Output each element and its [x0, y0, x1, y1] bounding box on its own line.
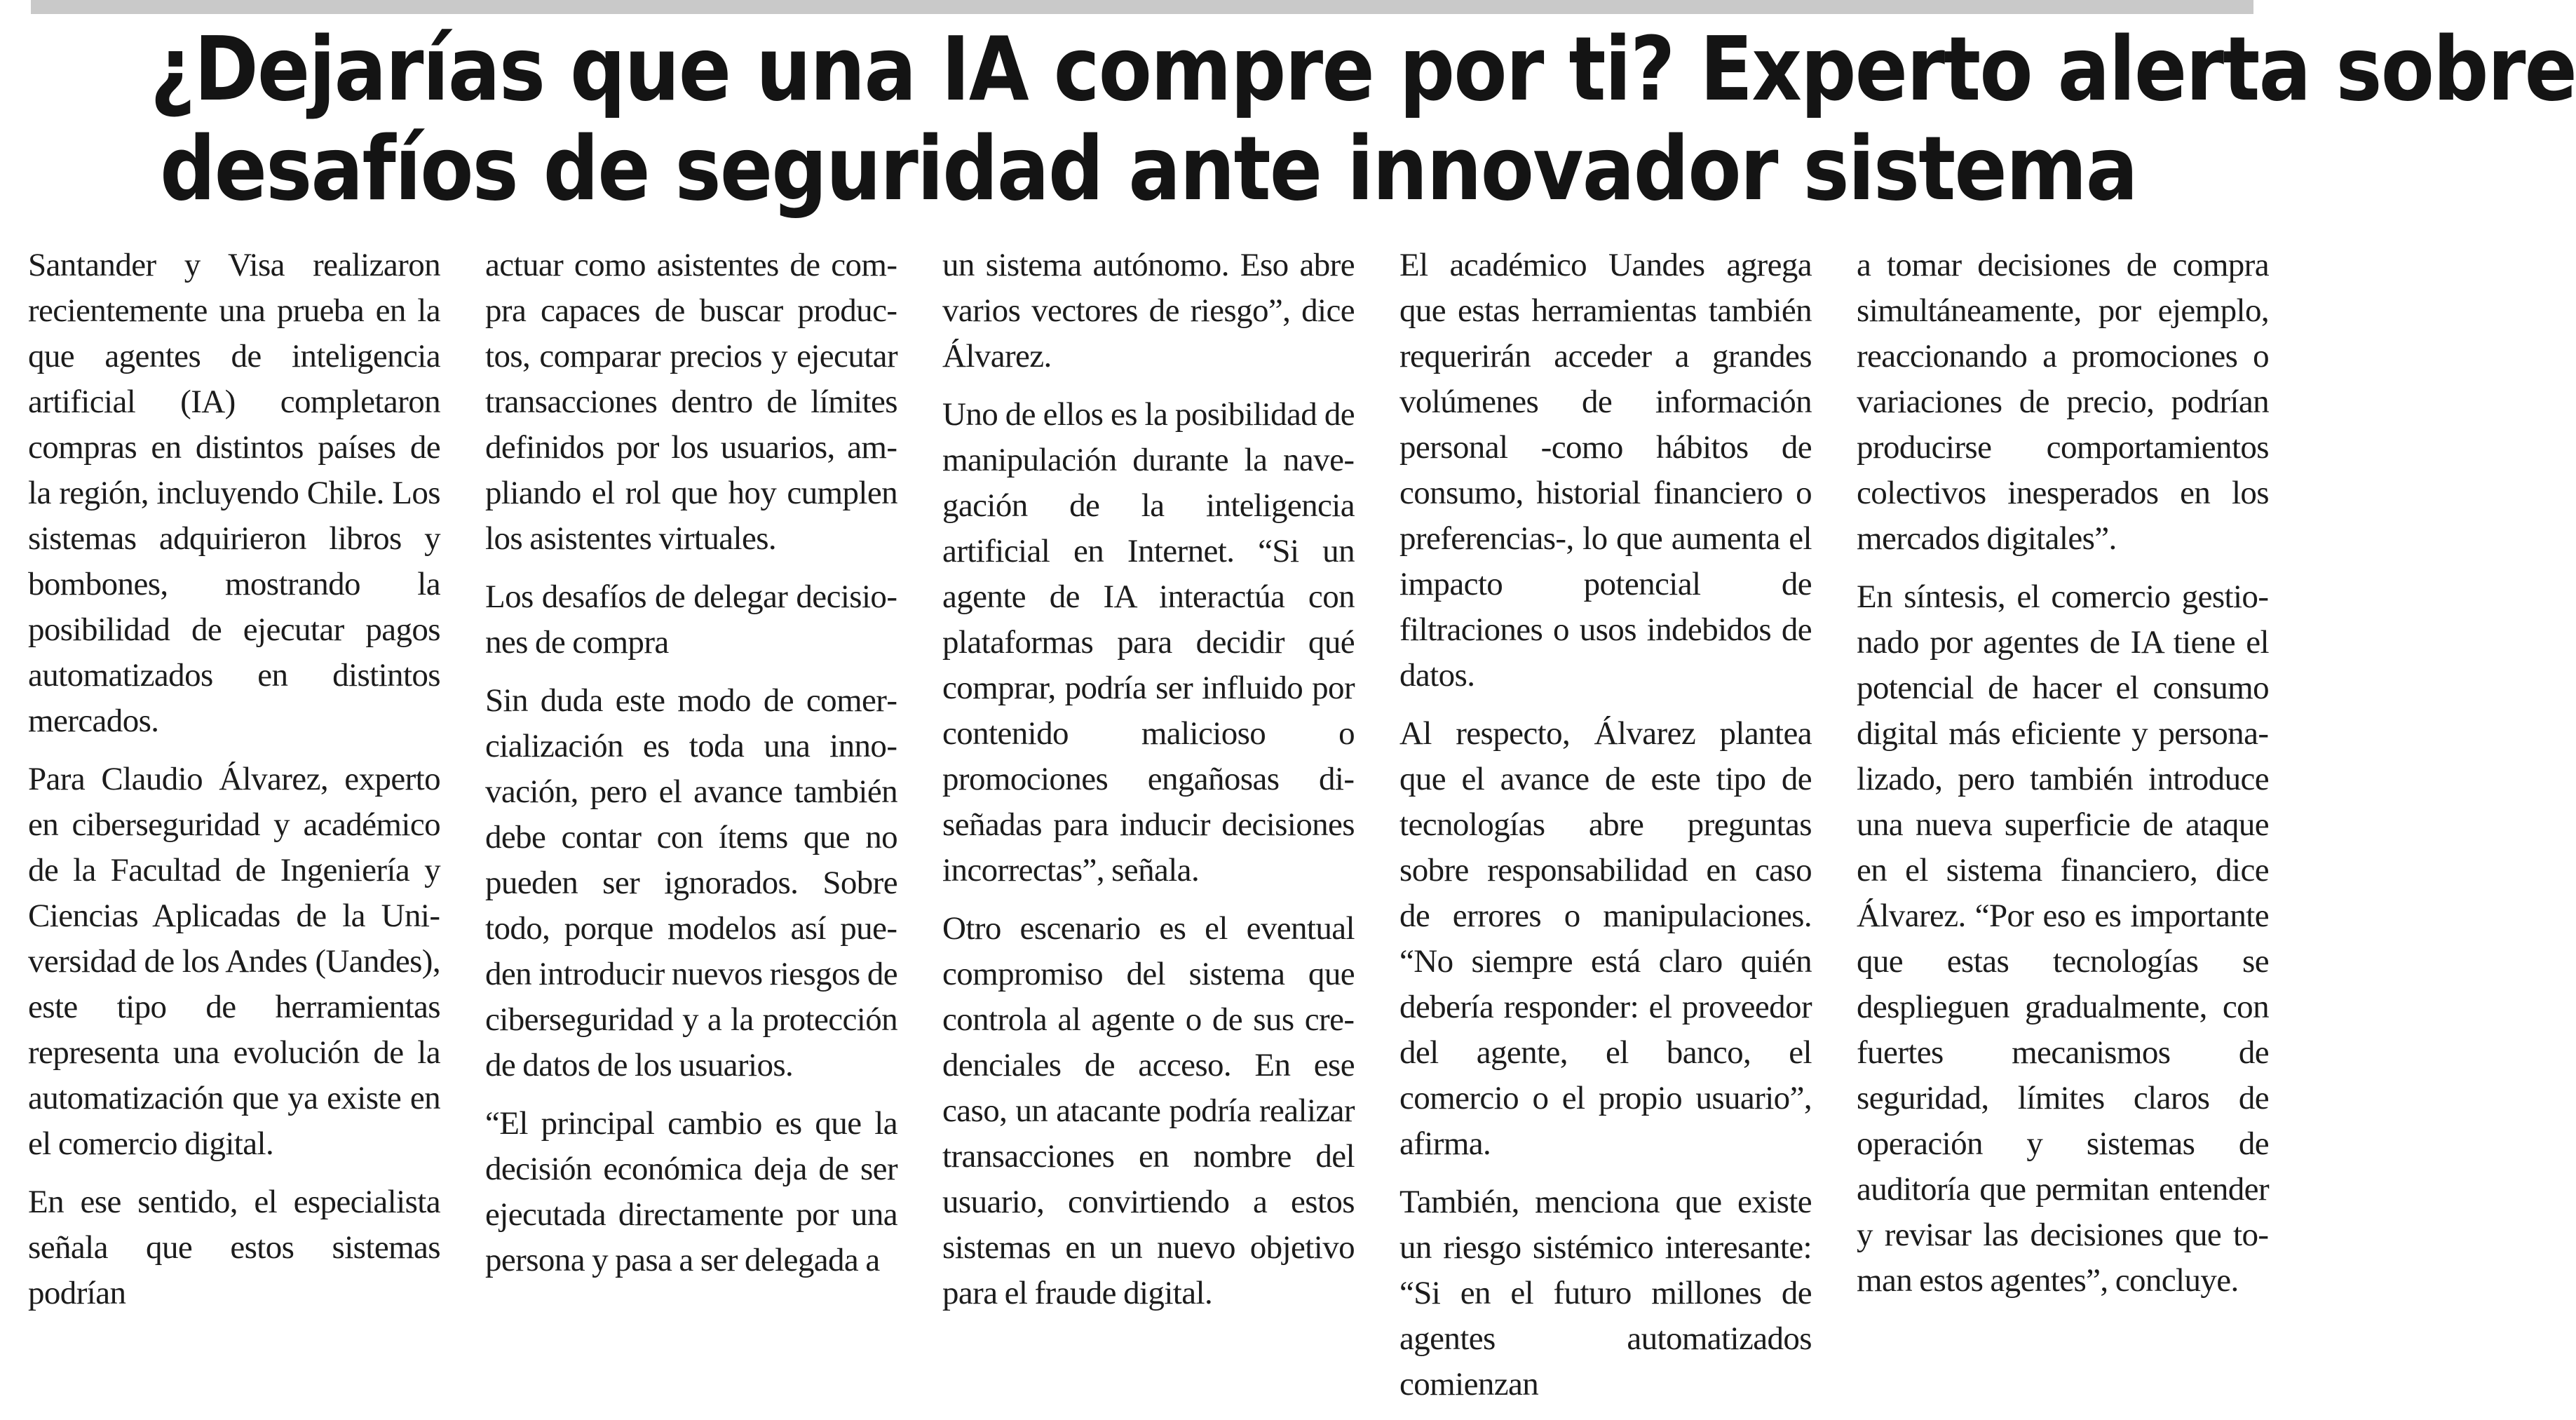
paragraph: El académico Uandes agrega que estas herramientas también requerirán acceder a grandes volúmenes de información personal -como hábitos de consumo, historial financiero o preferencias-, lo que aumenta el impacto potencial de filtraciones o usos indebidos de datos. — [1399, 247, 1812, 694]
column-2 — [485, 243, 897, 1420]
paragraph: Otro escenario es el eventual compromiso del sistema que controla al agente o de sus credenciales de acceso. En ese caso, un atacante podría realizar transacciones en nombre del usuario, convirtiendo a estos sistemas en un nuevo objetivo para el fraude digital. — [942, 910, 1355, 1311]
headline-line-1: ¿Dejarías que una IA compre por ti? Experto alerta sobre — [150, 18, 2576, 121]
top-rule — [31, 0, 2253, 14]
column-5 — [1857, 243, 2269, 1420]
headline-line-2: desafíos de seguridad ante innovador sistema — [160, 117, 2137, 220]
paragraph: a tomar decisiones de compra simultáneamente, por ejemplo, reaccionando a promociones o variaciones de precio, podrían producirse comportamientos colectivos inesperados en los mercados digitales”. — [1857, 247, 2269, 557]
paragraph: Uno de ellos es la posibilidad de manipulación durante la navegación de la inteligencia artificial en Internet. “Si un agente de IA interactúa con plataformas para decidir qué comprar, podría ser influido por contenido malicioso o promociones engañosas diseñadas para inducir decisiones incorrectas”, señala. — [942, 396, 1355, 888]
paragraph: Para Claudio Álvarez, experto en ciberseguridad y académico de la Facultad de Ingeniería y Ciencias Aplicadas de la Universidad de los Andes (Uandes), este tipo de herramientas representa una evolución de la automatización que ya existe en el comercio digital. — [28, 761, 440, 1162]
headline — [150, 18, 2576, 220]
column-4 — [1399, 243, 1812, 1420]
paragraph: un sistema autónomo. Eso abre varios vectores de riesgo”, dice Álvarez. — [942, 247, 1355, 374]
paragraph: “El principal cambio es que la decisión económica deja de ser ejecutada directamente por una persona y pasa a ser delegada a — [485, 1105, 897, 1278]
column-3 — [942, 243, 1355, 1420]
paragraph: Sin duda este modo de comercialización es toda una innovación, pero el avance también debe contar con ítems que no pueden ser ignorados. Sobre todo, porque modelos así pueden introducir nuevos riesgos de ciberseguridad y a la protección de datos de los usuarios. — [485, 682, 897, 1083]
article-body — [28, 243, 2269, 1402]
paragraph: En ese sentido, el especialista señala que estos sistemas podrían — [28, 1184, 440, 1311]
paragraph: Al respecto, Álvarez plantea que el avance de este tipo de tecnologías abre preguntas sobre responsabilidad en caso de errores o manipulaciones. “No siempre está claro quién debería responder: el proveedor del agente, el banco, el comercio o el propio usuario”, afirma. — [1399, 715, 1812, 1162]
paragraph: También, menciona que existe un riesgo sistémico interesante: “Si en el futuro millones de agentes automatizados comienzan — [1399, 1184, 1812, 1402]
paragraph: actuar como asistentes de compra capaces de buscar productos, comparar precios y ejecutar transacciones dentro de límites definidos por los usuarios, ampliando el rol que hoy cumplen los asistentes virtuales. — [485, 247, 897, 557]
column-1 — [28, 243, 440, 1420]
paragraph: Santander y Visa realizaron recientemente una prueba en la que agentes de inteligencia artificial (IA) completaron compras en distintos países de la región, incluyendo Chile. Los sistemas adquirieron libros y bombones, mostrando la posibilidad de ejecutar pagos automatizados en distintos mercados. — [28, 247, 440, 739]
subheading: Los desafíos de delegar decisiones de compra — [485, 579, 897, 661]
paragraph: En síntesis, el comercio gestionado por agentes de IA tiene el potencial de hacer el consumo digital más eficiente y personalizado, pero también introduce una nueva superficie de ataque en el sistema financiero, dice Álvarez. “Por eso es importante que estas tecnologías se desplieguen gradualmente, con fuertes mecanismos de seguridad, límites claros de operación y sistemas de auditoría que permitan entender y revisar las decisiones que toman estos agentes”, concluye. — [1857, 579, 2269, 1299]
